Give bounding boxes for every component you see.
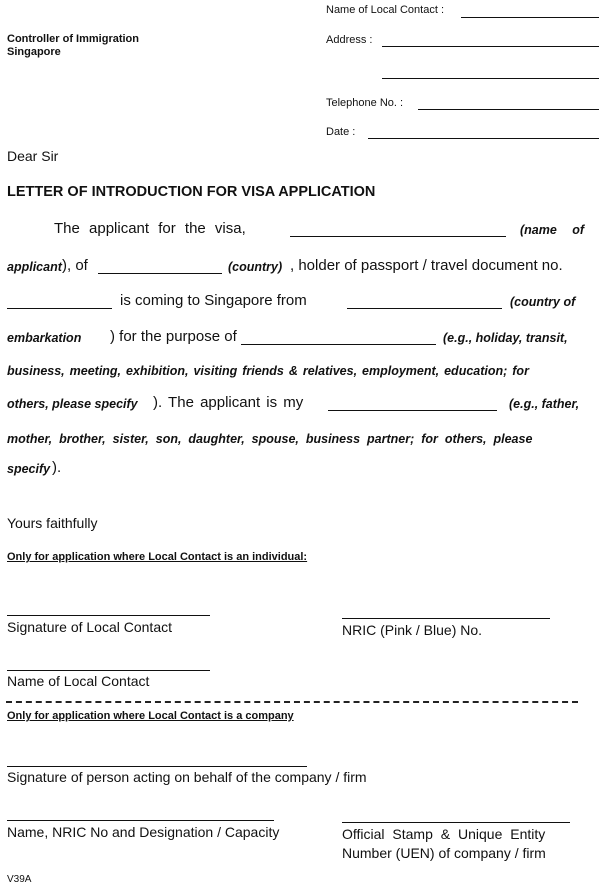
relationship-field[interactable]: [328, 410, 497, 411]
date-label: Date :: [326, 126, 356, 138]
company-stamp-label-line-1: Official Stamp & Unique Entity: [342, 826, 546, 842]
body-text: ), of: [62, 257, 88, 274]
body-text: ).: [52, 459, 62, 476]
local-contact-name-sign-label: Name of Local Contact: [7, 673, 150, 689]
closing: Yours faithfully: [7, 515, 98, 531]
date-field[interactable]: [368, 138, 599, 139]
hint-text: others, please specify: [7, 397, 138, 411]
applicant-name-field[interactable]: [290, 236, 506, 237]
hint-text: business, meeting, exhibition, visiting friends & relatives, employment, education; for: [7, 364, 529, 378]
company-signature-label: Signature of person acting on behalf of the company / firm: [7, 769, 367, 785]
hint-text: (e.g., father,: [509, 397, 580, 411]
company-name-designation-label: Name, NRIC No and Designation / Capacity: [7, 824, 280, 840]
local-contact-signature-field[interactable]: [7, 615, 210, 616]
country-of-embarkation-field[interactable]: [347, 308, 502, 309]
nric-label: NRIC (Pink / Blue) No.: [342, 622, 483, 638]
address-field-line-1[interactable]: [382, 46, 599, 47]
hint-text: (country): [228, 260, 283, 274]
company-name-designation-field[interactable]: [7, 820, 274, 821]
hint-text: (e.g., holiday, transit,: [443, 331, 568, 345]
addressee-line-2: Singapore: [7, 46, 61, 58]
company-stamp-field[interactable]: [342, 822, 570, 823]
body-text: The applicant for the visa,: [54, 220, 246, 237]
telephone-label: Telephone No. :: [326, 97, 404, 109]
local-contact-name-sign-field[interactable]: [7, 670, 210, 671]
country-field[interactable]: [98, 273, 222, 274]
local-contact-name-field[interactable]: [461, 17, 599, 18]
telephone-field[interactable]: [418, 109, 599, 110]
body-text: is coming to Singapore from: [120, 292, 307, 309]
hint-text: specify: [7, 462, 51, 476]
hint-text: (name of: [520, 223, 585, 237]
company-stamp-label-line-2: Number (UEN) of company / firm: [342, 845, 546, 861]
purpose-field[interactable]: [241, 344, 436, 345]
company-signature-field[interactable]: [7, 766, 307, 767]
body-text: , holder of passport / travel document no.: [290, 257, 563, 274]
company-section-heading: Only for application where Local Contact is a company: [7, 710, 294, 722]
hint-text: mother, brother, sister, son, daughter, spouse, business partner; for others, please: [7, 432, 533, 446]
hint-text: applicant: [7, 260, 62, 274]
section-divider: [6, 701, 578, 703]
form-code: V39A: [7, 874, 32, 885]
letter-heading: LETTER OF INTRODUCTION FOR VISA APPLICATION: [7, 184, 376, 200]
salutation: Dear Sir: [7, 148, 59, 164]
body-text: ). The applicant is my: [153, 394, 304, 411]
body-text: ) for the purpose of: [110, 328, 237, 345]
local-contact-signature-label: Signature of Local Contact: [7, 619, 172, 635]
local-contact-name-label: Name of Local Contact :: [326, 4, 445, 16]
address-field-line-2[interactable]: [382, 78, 599, 79]
hint-text: embarkation: [7, 331, 82, 345]
addressee-line-1: Controller of Immigration: [7, 33, 139, 45]
individual-section-heading: Only for application where Local Contact is an individual:: [7, 551, 308, 563]
passport-number-field[interactable]: [7, 308, 112, 309]
address-label: Address :: [326, 34, 373, 46]
hint-text: (country of: [510, 295, 576, 309]
nric-field[interactable]: [342, 618, 550, 619]
